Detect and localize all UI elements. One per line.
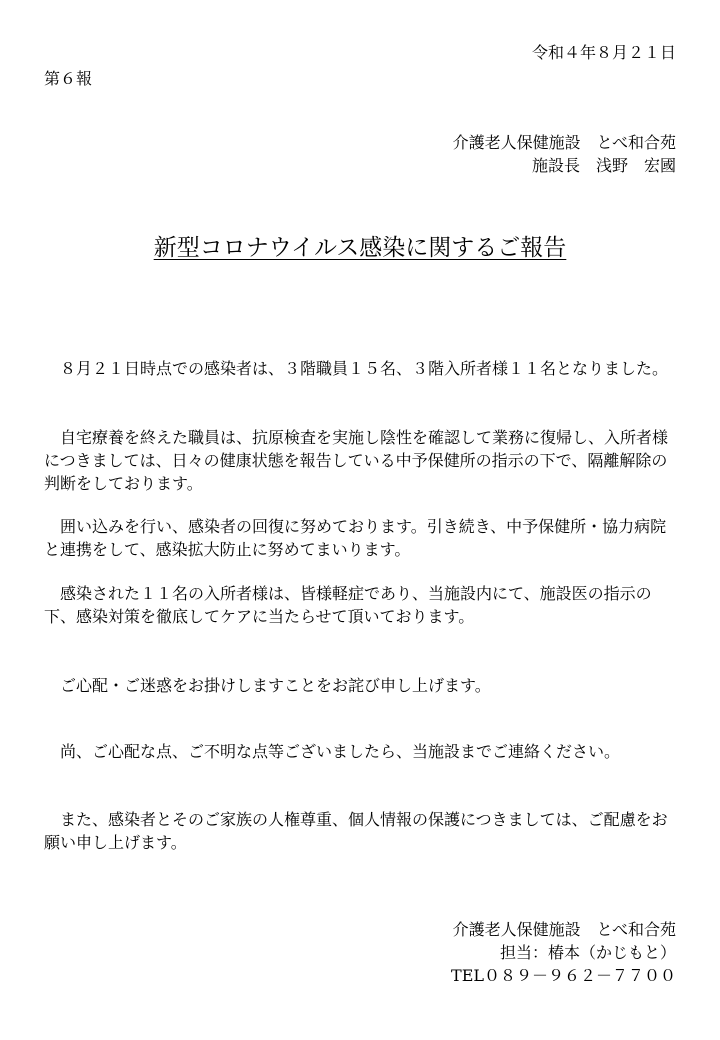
report-number: 第６報 — [44, 69, 93, 88]
contact-tel: TEL０８９－９６２－７７００ — [451, 966, 676, 985]
document-title-text: 新型コロナウイルス感染に関するご報告 — [153, 235, 567, 261]
sender-director: 施設長 浅野 宏國 — [531, 156, 676, 175]
contact-person: 担当：椿本（かじもと） — [499, 943, 676, 962]
paragraph-inquiries: 尚、ご心配な点、ご不明な点等ございましたら、当施設までご連絡ください。 — [60, 742, 621, 761]
contact-facility: 介護老人保健施設 とべ和合苑 — [452, 920, 676, 939]
paragraph-infection-count: ８月２１日時点での感染者は、３階職員１５名、３階入所者様１１名となりました。 — [60, 359, 669, 378]
paragraph-privacy: また、感染者とそのご家族の人権尊重、個人情報の保護につきましては、ご配慮をお願い申し上げます。 — [44, 810, 668, 852]
sender-facility: 介護老人保健施設 とべ和合苑 — [452, 133, 676, 152]
paragraph-apology: ご心配・ご迷惑をお掛けしますことをお詫び申し上げます。 — [60, 676, 491, 695]
paragraph-containment: 囲い込みを行い、感染者の回復に努めております。引き続き、中予保健所・協力病院と連携をして、感染拡大防止に努めてまいります。 — [44, 517, 667, 559]
paragraph-resident-care: 感染された１１名の入所者様は、皆様軽症であり、当施設内にて、施設医の指示の下、感染対策を徹底してケアに当たらせて頂いております。 — [44, 584, 652, 626]
issue-date: 令和４年８月２１日 — [531, 43, 676, 62]
sender-block — [453, 131, 676, 177]
contact-block — [451, 918, 676, 987]
document-title — [0, 233, 720, 263]
paragraph-staff-return: 自宅療養を終えた職員は、抗原検査を実施し陰性を確認して業務に復帰し、入所者様につきましては、日々の健康状態を報告している中予保健所の指示の下で、隔離解除の判断をしております。 — [44, 428, 669, 493]
